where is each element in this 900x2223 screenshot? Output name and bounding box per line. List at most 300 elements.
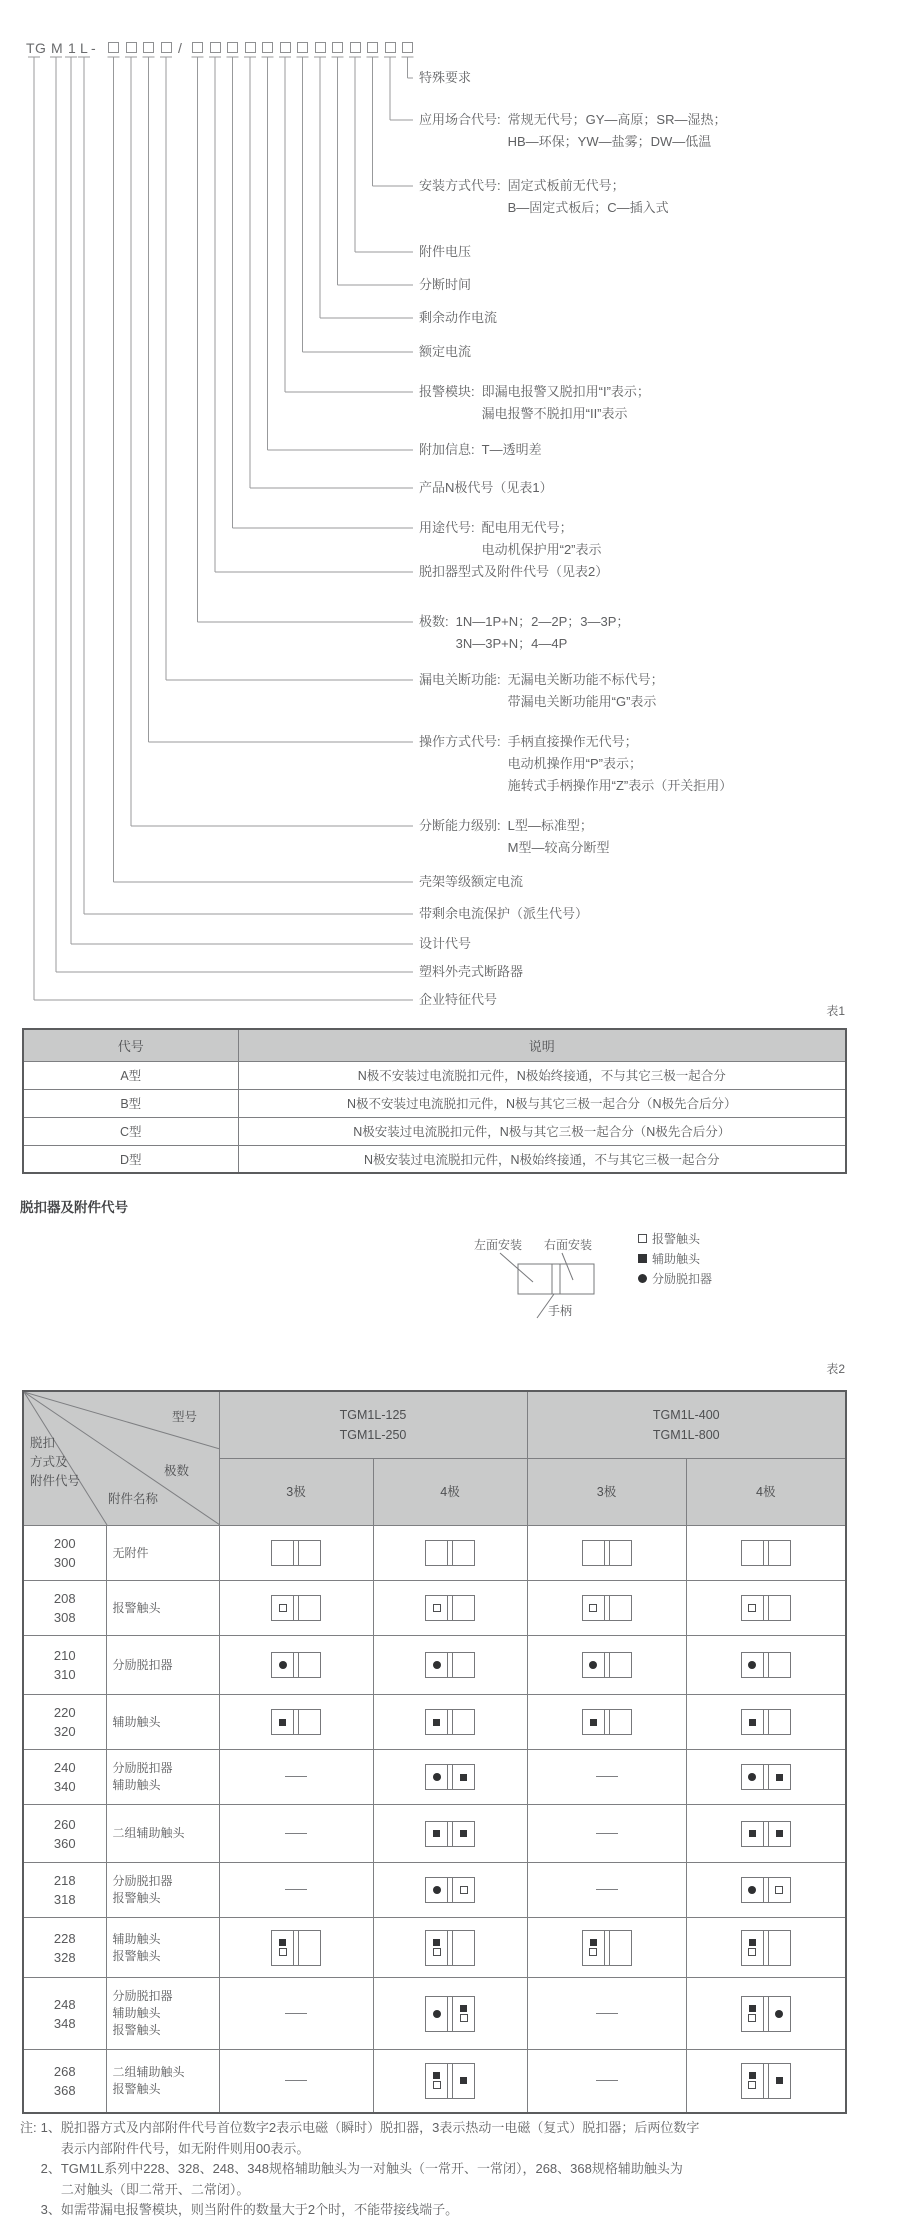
aux-symbol-icon <box>749 1939 756 1946</box>
right-compartment <box>299 1596 320 1620</box>
alarm-symbol-icon <box>748 2014 756 2022</box>
configuration-cell <box>373 1526 527 1581</box>
alarm-symbol-icon <box>589 1604 597 1612</box>
configuration-cell <box>527 1918 686 1978</box>
breaker-box-icon <box>425 2063 475 2099</box>
dash-icon <box>285 1833 307 1834</box>
right-mount-label: 右面安装 <box>544 1238 593 1252</box>
left-compartment <box>426 1765 448 1789</box>
accessory-section-title: 脱扣器及附件代号 <box>20 1200 128 1215</box>
table-row <box>23 2050 846 2113</box>
code-label-desc-line: 无漏电关断功能不标代号； <box>507 672 664 687</box>
configuration-cell <box>686 1863 846 1918</box>
alarm-symbol-icon <box>460 1886 468 1894</box>
notes <box>20 2118 848 2221</box>
code-label-desc-line: 手柄直接操作无代号； <box>507 734 638 749</box>
code-label-desc-line: 电动机操作用“P”表示； <box>507 756 642 771</box>
accessory-name-cell: 分励脱扣器 <box>106 1636 219 1695</box>
left-compartment <box>426 1653 448 1677</box>
left-compartment <box>272 1653 294 1677</box>
right-compartment <box>769 1710 790 1734</box>
configuration-cell <box>527 1750 686 1805</box>
left-compartment <box>426 1878 448 1902</box>
code-label-title: 带剩余电流保护（派生代号） <box>419 906 589 921</box>
note-line: TGM1L系列中228、328、248、348规格辅助触头为一对触头（一常开、一常闭），268、368规格辅助触头为 <box>60 2161 683 2176</box>
code-char: 1 <box>68 40 77 56</box>
table1-cell: B型 <box>23 1089 238 1117</box>
code-label <box>419 381 650 425</box>
model-group-header: TGM1L-400 TGM1L-800 <box>527 1391 846 1459</box>
right-compartment <box>299 1931 320 1965</box>
configuration-cell <box>686 1526 846 1581</box>
code-label-desc <box>482 439 542 461</box>
dash-icon <box>596 1776 618 1777</box>
dash-icon <box>596 1889 618 1890</box>
breaker-box-icon <box>582 1709 632 1735</box>
right-compartment <box>453 1878 474 1902</box>
code-label-desc <box>508 815 610 859</box>
aux-symbol-icon <box>279 1939 286 1946</box>
right-compartment <box>453 2064 474 2098</box>
aux-symbol-icon <box>433 1830 440 1837</box>
configuration-cell <box>373 1750 527 1805</box>
code-label-title: 塑料外壳式断路器 <box>419 964 524 979</box>
right-compartment <box>769 1822 790 1846</box>
note-line: 二对触头（即二常开、二常闭）。 <box>60 2181 250 2197</box>
code-label <box>419 561 615 583</box>
table-row <box>23 1863 846 1918</box>
accessory-code-cell: 260 360 <box>23 1805 106 1863</box>
code-label-desc <box>508 109 727 153</box>
code-label-desc-line: 漏电报警不脱扣用“II”表示 <box>481 406 628 421</box>
alarm-symbol-icon <box>279 1604 287 1612</box>
notes-items <box>41 2118 700 2221</box>
breaker-box-icon <box>271 1709 321 1735</box>
code-label <box>419 241 478 263</box>
shunt-symbol-icon <box>748 1773 756 1781</box>
configuration-cell <box>686 1805 846 1863</box>
configuration-cell <box>686 1636 846 1695</box>
right-compartment <box>769 1878 790 1902</box>
code-label-desc-line: 施转式手柄操作用“Z”表示（开关拒用） <box>507 778 733 793</box>
left-compartment <box>426 1822 448 1846</box>
breaker-box-icon <box>425 1877 475 1903</box>
alarm-symbol-icon <box>433 1948 441 1956</box>
breaker-box-icon <box>582 1652 632 1678</box>
code-label <box>419 669 664 713</box>
code-char: TG <box>26 40 47 56</box>
code-char: M <box>51 40 64 56</box>
code-label <box>419 67 478 89</box>
configuration-cell <box>373 1805 527 1863</box>
configuration-cell <box>373 1695 527 1750</box>
note-number: 3、 <box>40 2202 61 2217</box>
legend-item <box>638 1268 712 1288</box>
code-label-title: 设计代号 <box>419 936 472 951</box>
code-label <box>419 341 478 363</box>
notes-prefix: 注: <box>20 2120 37 2135</box>
breaker-box-icon <box>741 1821 791 1847</box>
configuration-cell <box>219 1978 373 2050</box>
right-compartment <box>610 1541 631 1565</box>
accessory-name-cell: 辅助触头 <box>106 1695 219 1750</box>
aux-symbol-icon <box>638 1254 647 1263</box>
right-compartment <box>769 1653 790 1677</box>
configuration-cell <box>527 1636 686 1695</box>
table-row <box>23 1750 846 1805</box>
breaker-box-icon <box>741 1764 791 1790</box>
left-compartment <box>742 1997 764 2031</box>
code-label <box>419 731 732 797</box>
table1-header-cell: 说明 <box>238 1029 846 1061</box>
release-accessory-table <box>22 1390 847 2114</box>
left-compartment <box>426 1596 448 1620</box>
configuration-cell <box>219 1581 373 1636</box>
table-row <box>23 1918 846 1978</box>
dash-icon <box>285 2080 307 2081</box>
corner-poles-label: 极数 <box>164 1464 190 1478</box>
right-compartment <box>299 1541 320 1565</box>
alarm-symbol-icon <box>460 2014 468 2022</box>
table-row <box>23 1695 846 1750</box>
accessory-code-cell: 210 310 <box>23 1636 106 1695</box>
code-label-title: 用途代号: <box>419 520 475 535</box>
code-slash: / <box>178 40 183 56</box>
code-label-title: 操作方式代号: <box>419 734 501 749</box>
table1-cell: N极不安装过电流脱扣元件，N极始终接通，不与其它三极一起合分 <box>238 1061 846 1089</box>
left-compartment <box>583 1931 605 1965</box>
code-label-title: 附加信息: <box>419 442 475 457</box>
code-label <box>419 175 669 219</box>
corner-accessory-name-label: 附件名称 <box>108 1492 159 1506</box>
accessory-code-cell: 240 340 <box>23 1750 106 1805</box>
left-mount-label: 左面安装 <box>474 1238 523 1252</box>
accessory-name-cell: 二组辅助触头 报警触头 <box>106 2050 219 2113</box>
left-compartment <box>742 2064 764 2098</box>
accessory-name-cell: 报警触头 <box>106 1581 219 1636</box>
breaker-box-icon <box>425 1930 475 1966</box>
pole-header: 3极 <box>219 1459 373 1526</box>
note-item <box>41 2159 700 2200</box>
code-label-title: 特殊要求 <box>419 70 472 85</box>
accessory-name-cell: 分励脱扣器 辅助触头 <box>106 1750 219 1805</box>
right-compartment <box>769 1997 790 2031</box>
left-compartment <box>272 1541 294 1565</box>
table-row <box>23 1526 846 1581</box>
code-label <box>419 611 629 655</box>
symbol-legend <box>638 1228 712 1288</box>
handle-label: 手柄 <box>548 1304 573 1318</box>
table1-cell: N极不安装过电流脱扣元件，N极与其它三极一起合分（N极先合后分） <box>238 1089 846 1117</box>
table2-grid <box>22 1390 847 2114</box>
table-row <box>23 1581 846 1636</box>
aux-symbol-icon <box>460 1774 467 1781</box>
aux-symbol-icon <box>279 1719 286 1726</box>
aux-symbol-icon <box>460 2077 467 2084</box>
code-label <box>419 274 478 296</box>
code-label-title: 剩余动作电流 <box>419 310 498 325</box>
left-compartment <box>583 1541 605 1565</box>
code-label-title: 脱扣器型式及附件代号（见表2） <box>419 564 609 579</box>
table-row <box>23 1061 846 1089</box>
legend-label: 分励脱扣器 <box>652 1271 713 1286</box>
note-number: 2、 <box>40 2161 61 2176</box>
breaker-box-icon <box>741 1652 791 1678</box>
table1-caption: 表1 <box>826 1004 845 1018</box>
aux-symbol-icon <box>776 2077 783 2084</box>
legend-item <box>638 1228 712 1248</box>
accessory-name-cell: 二组辅助触头 <box>106 1805 219 1863</box>
dash-icon <box>596 1833 618 1834</box>
dash-icon <box>285 1776 307 1777</box>
code-label <box>419 903 595 925</box>
aux-symbol-icon <box>433 2072 440 2079</box>
right-compartment <box>299 1710 320 1734</box>
code-label-title: 企业特征代号 <box>419 992 498 1007</box>
left-compartment <box>426 2064 448 2098</box>
code-label <box>419 989 504 1011</box>
configuration-cell <box>686 1750 846 1805</box>
accessory-name-cell: 无附件 <box>106 1526 219 1581</box>
left-compartment <box>426 1931 448 1965</box>
table-row <box>23 1978 846 2050</box>
corner-diagonals <box>24 1392 220 1525</box>
table2-caption: 表2 <box>826 1362 845 1376</box>
configuration-cell <box>686 1978 846 2050</box>
table-row <box>23 1145 846 1173</box>
breaker-box-icon <box>425 1709 475 1735</box>
code-label-desc <box>508 175 669 219</box>
aux-symbol-icon <box>749 1830 756 1837</box>
breaker-box-icon <box>582 1595 632 1621</box>
code-label-title: 分断时间 <box>419 277 472 292</box>
table1-cell: N极安装过电流脱扣元件，N极与其它三极一起合分（N极先合后分） <box>238 1117 846 1145</box>
note-line: 脱扣器方式及内部附件代号首位数字2表示电磁（瞬时）脱扣器，3表示热动一电磁（复式）脱扣器；后两位数字 <box>60 2120 700 2135</box>
configuration-cell <box>219 2050 373 2113</box>
shunt-symbol-icon <box>433 1773 441 1781</box>
configuration-cell <box>219 1636 373 1695</box>
breaker-box-icon <box>271 1652 321 1678</box>
breaker-box-icon <box>271 1595 321 1621</box>
right-compartment <box>769 1596 790 1620</box>
right-compartment <box>769 2064 790 2098</box>
code-label <box>419 109 726 153</box>
code-label-desc-line: T—透明差 <box>481 442 542 457</box>
table1-cell: N极安装过电流脱扣元件，N极始终接通，不与其它三极一起合分 <box>238 1145 846 1173</box>
aux-symbol-icon <box>590 1719 597 1726</box>
left-compartment <box>583 1710 605 1734</box>
left-compartment <box>742 1710 764 1734</box>
breaker-box-icon <box>741 1996 791 2032</box>
right-compartment <box>299 1653 320 1677</box>
configuration-cell <box>219 1918 373 1978</box>
configuration-cell <box>527 1695 686 1750</box>
n-pole-type-table <box>22 1028 847 1174</box>
alarm-symbol-icon <box>748 1604 756 1612</box>
code-label-title: 极数: <box>419 614 449 629</box>
breaker-box-icon <box>741 1877 791 1903</box>
table-row <box>23 1636 846 1695</box>
breaker-box-icon <box>741 1930 791 1966</box>
dash-icon <box>285 1889 307 1890</box>
shunt-symbol-icon <box>589 1661 597 1669</box>
aux-symbol-icon <box>749 2072 756 2079</box>
code-label-desc <box>482 381 650 425</box>
accessory-code-cell: 200 300 <box>23 1526 106 1581</box>
code-label-title: 应用场合代号: <box>419 112 501 127</box>
legend-item <box>638 1248 712 1268</box>
alarm-symbol-icon <box>775 1886 783 1894</box>
left-compartment <box>272 1710 294 1734</box>
alarm-symbol-icon <box>433 2081 441 2089</box>
dash-icon <box>596 2080 618 2081</box>
aux-symbol-icon <box>776 1774 783 1781</box>
code-label-desc-line: 3N—3P+N；4—4P <box>455 636 568 651</box>
breaker-box-icon <box>425 1595 475 1621</box>
pole-header: 3极 <box>527 1459 686 1526</box>
breaker-box-icon <box>425 1821 475 1847</box>
code-label <box>419 815 609 859</box>
breaker-box-icon <box>741 2063 791 2099</box>
model-group-header: TGM1L-125 TGM1L-250 <box>219 1391 527 1459</box>
left-compartment <box>742 1931 764 1965</box>
breaker-box-icon <box>271 1540 321 1566</box>
shunt-symbol-icon <box>279 1661 287 1669</box>
breaker-box-icon <box>741 1540 791 1566</box>
configuration-cell <box>219 1526 373 1581</box>
accessory-code-cell: 220 320 <box>23 1695 106 1750</box>
accessory-name-cell: 辅助触头 报警触头 <box>106 1918 219 1978</box>
accessory-name-cell: 分励脱扣器 辅助触头 报警触头 <box>106 1978 219 2050</box>
left-compartment <box>742 1596 764 1620</box>
configuration-cell <box>527 1978 686 2050</box>
aux-symbol-icon <box>460 1830 467 1837</box>
accessory-code-cell: 248 348 <box>23 1978 106 2050</box>
table-row <box>23 1089 846 1117</box>
breaker-box-icon <box>582 1930 632 1966</box>
breaker-box-icon <box>741 1595 791 1621</box>
breaker-box-icon <box>271 1930 321 1966</box>
code-label <box>419 961 530 983</box>
left-compartment <box>583 1653 605 1677</box>
code-label-desc-line: L型—标准型； <box>507 818 593 833</box>
configuration-cell <box>373 1978 527 2050</box>
code-label-title: 漏电关断功能: <box>419 672 501 687</box>
code-label <box>419 933 478 955</box>
left-compartment <box>583 1596 605 1620</box>
configuration-cell <box>686 1695 846 1750</box>
corner-model-label: 型号 <box>172 1410 198 1424</box>
aux-symbol-icon <box>776 1830 783 1837</box>
right-compartment <box>610 1710 631 1734</box>
alarm-symbol-icon <box>638 1234 647 1243</box>
right-compartment <box>453 1653 474 1677</box>
breaker-box-icon <box>425 1996 475 2032</box>
table1-cell: C型 <box>23 1117 238 1145</box>
code-label-desc-line: 1N—1P+N；2—2P；3—3P； <box>455 614 630 629</box>
code-char: L <box>80 40 89 56</box>
code-label-desc-line: 常规无代号；GY—高原；SR—湿热； <box>507 112 727 127</box>
code-label-desc <box>456 611 630 655</box>
table-row <box>23 1805 846 1863</box>
code-label <box>419 307 504 329</box>
accessory-name-cell: 分励脱扣器 报警触头 <box>106 1863 219 1918</box>
code-label-desc-line: 配电用无代号； <box>481 520 573 535</box>
accessory-code-cell: 228 328 <box>23 1918 106 1978</box>
configuration-cell <box>373 1581 527 1636</box>
code-label-title: 额定电流 <box>419 344 472 359</box>
right-compartment <box>453 1596 474 1620</box>
left-compartment <box>742 1653 764 1677</box>
left-compartment <box>272 1931 294 1965</box>
shunt-symbol-icon <box>433 2010 441 2018</box>
aux-symbol-icon <box>460 2005 467 2012</box>
breaker-box-icon <box>425 1652 475 1678</box>
configuration-cell <box>686 1581 846 1636</box>
code-label-title: 产品N极代号（见表1） <box>419 480 553 495</box>
configuration-cell <box>527 2050 686 2113</box>
accessory-code-cell: 208 308 <box>23 1581 106 1636</box>
pole-header: 4极 <box>373 1459 527 1526</box>
left-compartment <box>742 1822 764 1846</box>
breaker-box-icon <box>425 1764 475 1790</box>
aux-symbol-icon <box>749 1719 756 1726</box>
note-number: 1、 <box>40 2120 61 2135</box>
code-label-title: 报警模块: <box>419 384 475 399</box>
breaker-box-icon <box>741 1709 791 1735</box>
alarm-symbol-icon <box>589 1948 597 1956</box>
code-label-title: 安装方式代号: <box>419 178 501 193</box>
table1-cell: A型 <box>23 1061 238 1089</box>
shunt-symbol-icon <box>748 1661 756 1669</box>
configuration-cell <box>686 1918 846 1978</box>
left-compartment <box>426 1997 448 2031</box>
note-text <box>61 2118 699 2159</box>
right-compartment <box>453 1997 474 2031</box>
right-compartment <box>453 1710 474 1734</box>
table-row <box>23 1117 846 1145</box>
left-compartment <box>272 1596 294 1620</box>
accessory-code-cell: 268 368 <box>23 2050 106 2113</box>
shunt-symbol-icon <box>433 1886 441 1894</box>
accessory-code-cell: 218 318 <box>23 1863 106 1918</box>
table1-grid <box>22 1028 847 1174</box>
alarm-symbol-icon <box>748 1948 756 1956</box>
code-label-desc-line: M型—较高分断型 <box>507 840 610 855</box>
code-label-desc-line: 带漏电关断功能用“G”表示 <box>507 694 657 709</box>
aux-symbol-icon <box>749 2005 756 2012</box>
shunt-symbol-icon <box>433 1661 441 1669</box>
note-line: 表示内部附件代号，如无附件则用00表示。 <box>60 2140 310 2156</box>
left-compartment <box>742 1765 764 1789</box>
right-compartment <box>610 1931 631 1965</box>
configuration-cell <box>373 1636 527 1695</box>
table1-cell: D型 <box>23 1145 238 1173</box>
note-item <box>41 2118 700 2159</box>
aux-symbol-icon <box>590 1939 597 1946</box>
code-label <box>419 871 530 893</box>
note-item <box>41 2200 700 2221</box>
right-compartment <box>769 1765 790 1789</box>
code-label-title: 壳架等级额定电流 <box>419 874 524 889</box>
configuration-cell <box>373 2050 527 2113</box>
code-label-desc-line: HB—环保；YW—盐雾；DW—低温 <box>507 134 712 149</box>
aux-symbol-icon <box>433 1939 440 1946</box>
code-label-desc <box>508 669 664 713</box>
breaker-box-icon <box>582 1540 632 1566</box>
right-compartment <box>453 1765 474 1789</box>
table2-header-row-1 <box>23 1391 846 1459</box>
